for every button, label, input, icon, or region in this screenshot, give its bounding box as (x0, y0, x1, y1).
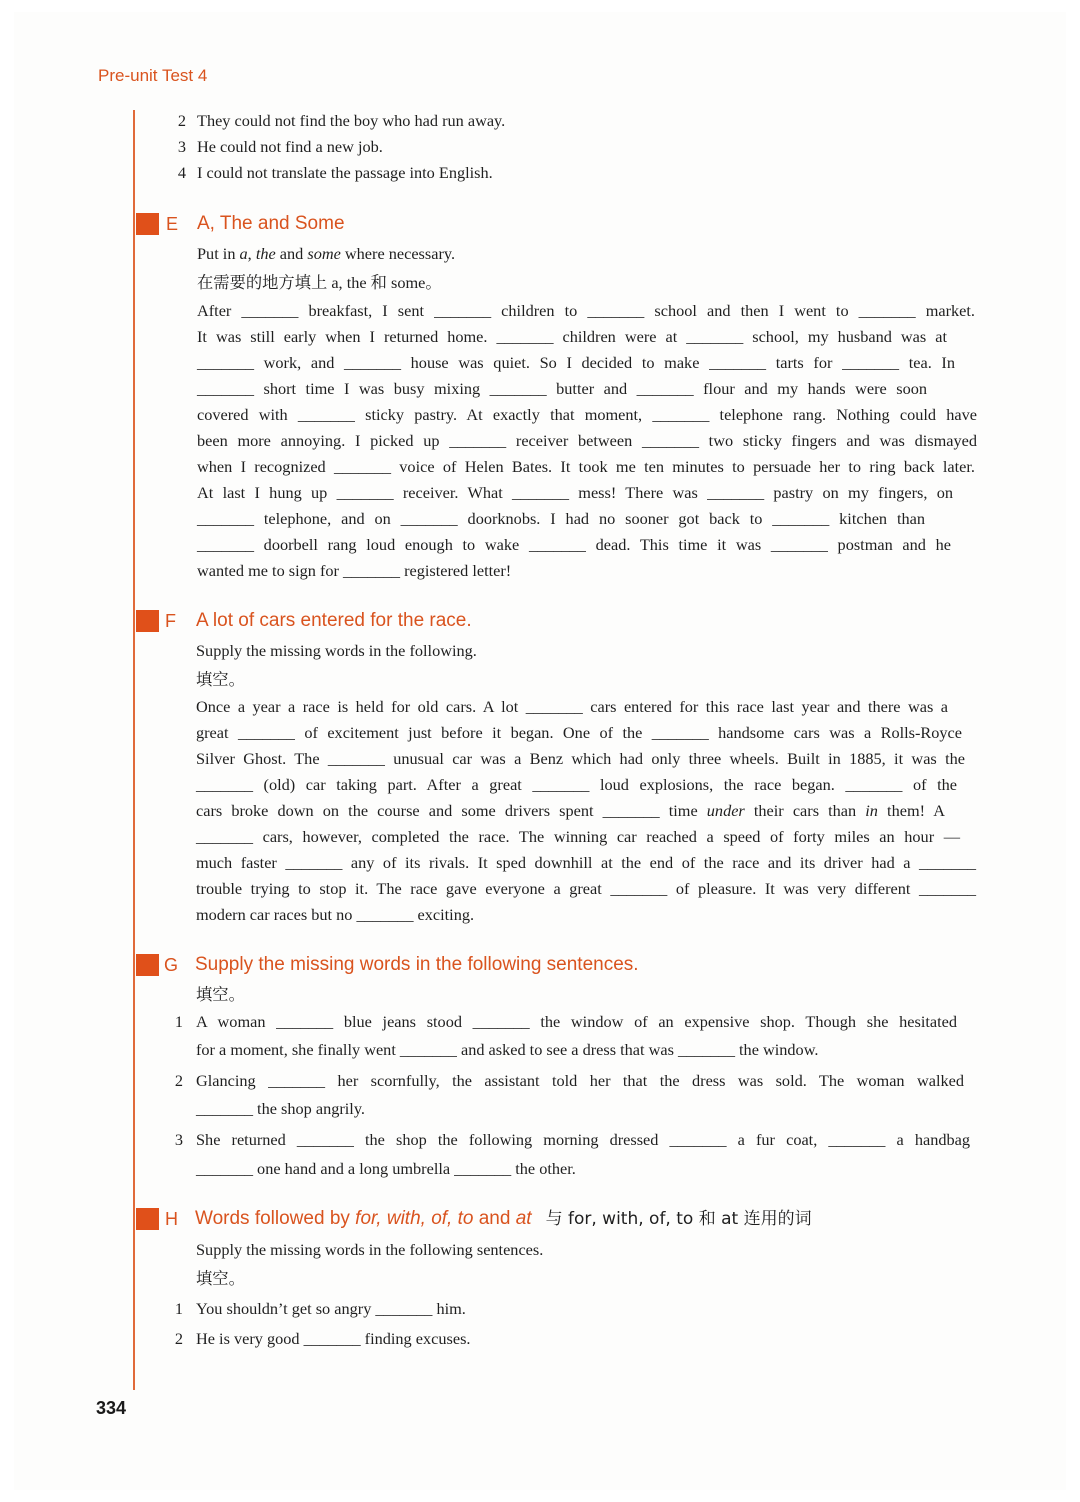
passage-line: At last I hung up _______ receiver. What _______ mess! There was _______ pastry on my fingers, on (197, 483, 953, 502)
passage-line: _______ telephone, and on _______ doorknobs. I had no sooner got back to _______ kitchen than (197, 509, 925, 528)
item-number: 2 (174, 1071, 183, 1090)
item-number: 4 (177, 163, 186, 182)
passage-line: modern car races but no _______ exciting. (196, 905, 475, 924)
passage-line: wanted me to sign for _______ registered letter! (197, 561, 512, 580)
section-h-subtitle: 与 for, with, of, to 和 at 连用的词 (545, 1209, 812, 1229)
item-number: 3 (174, 1130, 183, 1149)
section-e-marker (136, 213, 159, 235)
section-g-instruction-zh: 填空。 (196, 985, 245, 1004)
passage-line: much faster _______ any of its rivals. It sped downhill at the end of the race and its driver had a _______ (196, 853, 976, 872)
sentence-line: She returned _______ the shop the following morning dressed _______ a fur coat, _______ a handbag (196, 1130, 970, 1149)
section-f-title: A lot of cars entered for the race. (196, 610, 472, 631)
section-h-marker (136, 1208, 159, 1230)
passage-line: _______ cars, however, completed the race. The winning car reached a speed of forty miles an hour — (196, 827, 960, 846)
section-e-letter: E (166, 214, 179, 234)
item-number: 2 (174, 1329, 183, 1348)
running-header: Pre-unit Test 4 (98, 66, 208, 85)
section-h-instruction: Supply the missing words in the following sentences. (196, 1240, 544, 1259)
passage-line: been more annoying. I picked up _______ receiver between _______ two sticky fingers and was dismayed (197, 431, 977, 450)
passage-line: After _______ breakfast, I sent _______ children to _______ school and then I went to _______ market. (197, 301, 975, 320)
item-number: 1 (174, 1299, 183, 1318)
passage-line: covered with _______ sticky pastry. At exactly that moment, _______ telephone rang. Nothing could have (197, 405, 977, 424)
passage-line: It was still early when I returned home. _______ children were at _______ school, my husband was at (197, 327, 947, 346)
section-e-instruction-zh: 在需要的地方填上 a, the 和 some。 (197, 273, 442, 292)
margin-rule (133, 110, 135, 1390)
passage-line: great _______ of excitement just before it began. One of the _______ handsome cars was a Rolls-Royce (196, 723, 962, 742)
passage-line: _______ doorbell rang loud enough to wake _______ dead. This time it was _______ postman and he (197, 535, 951, 554)
section-f-instruction-zh: 填空。 (196, 670, 245, 689)
list-item: They could not find the boy who had run away. (197, 111, 506, 130)
section-f-marker (136, 610, 159, 632)
section-g-title: Supply the missing words in the following sentences. (195, 954, 639, 975)
item-number: 1 (174, 1012, 183, 1031)
passage-line: Once a year a race is held for old cars. A lot _______ cars entered for this race last year and there was a (196, 697, 948, 716)
passage-line: Silver Ghost. The _______ unusual car was a Benz which had only three wheels. Built in 1885, it was the (196, 749, 965, 768)
sentence-line: You shouldn’t get so angry _______ him. (196, 1299, 466, 1318)
section-h-title: Words followed by for, with, of, to and at 与 for, with, of, to 和 at 连用的词 (195, 1208, 812, 1229)
passage-line: _______ short time I was busy mixing _______ butter and _______ flour and my hands were soon (197, 379, 927, 398)
passage-line: cars broke down on the course and some drivers spent _______ time under their cars than in them! A (196, 801, 946, 820)
passage-line: trouble trying to stop it. The race gave everyone a great _______ of pleasure. It was very different _______ (196, 879, 976, 898)
section-e-instruction: Put in a, the and some where necessary. (197, 244, 456, 263)
item-number: 3 (177, 137, 186, 156)
sentence-line: Glancing _______ her scornfully, the assistant told her that the dress was sold. The woman walked (196, 1071, 964, 1090)
passage-line: when I recognized _______ voice of Helen Bates. It took me ten minutes to persuade her to ring back later. (197, 457, 975, 476)
sentence-line: for a moment, she finally went _______ and asked to see a dress that was _______ the window. (196, 1040, 819, 1059)
page-number: 334 (96, 1398, 127, 1418)
section-f-letter: F (165, 611, 176, 631)
section-h-letter: H (165, 1209, 178, 1229)
list-item: He could not find a new job. (197, 137, 383, 156)
passage-line: _______ (old) car taking part. After a great _______ loud explosions, the race began. _______ of the (196, 775, 957, 794)
sentence-line: A woman _______ blue jeans stood _______ the window of an expensive shop. Though she hesitated (196, 1012, 957, 1031)
section-g-letter: G (164, 955, 179, 975)
sentence-line: He is very good _______ finding excuses. (196, 1329, 471, 1348)
passage-line: _______ work, and _______ house was quiet. So I decided to make _______ tarts for _______ tea. In (197, 353, 955, 372)
list-item: I could not translate the passage into English. (197, 163, 493, 182)
section-f-instruction: Supply the missing words in the following. (196, 641, 477, 660)
section-e-title: A, The and Some (197, 213, 345, 234)
sentence-line: _______ the shop angrily. (196, 1099, 365, 1118)
item-number: 2 (177, 111, 186, 130)
section-h-instruction-zh: 填空。 (196, 1269, 245, 1288)
section-g-marker (136, 954, 159, 976)
sentence-line: _______ one hand and a long umbrella _______ the other. (196, 1159, 576, 1178)
